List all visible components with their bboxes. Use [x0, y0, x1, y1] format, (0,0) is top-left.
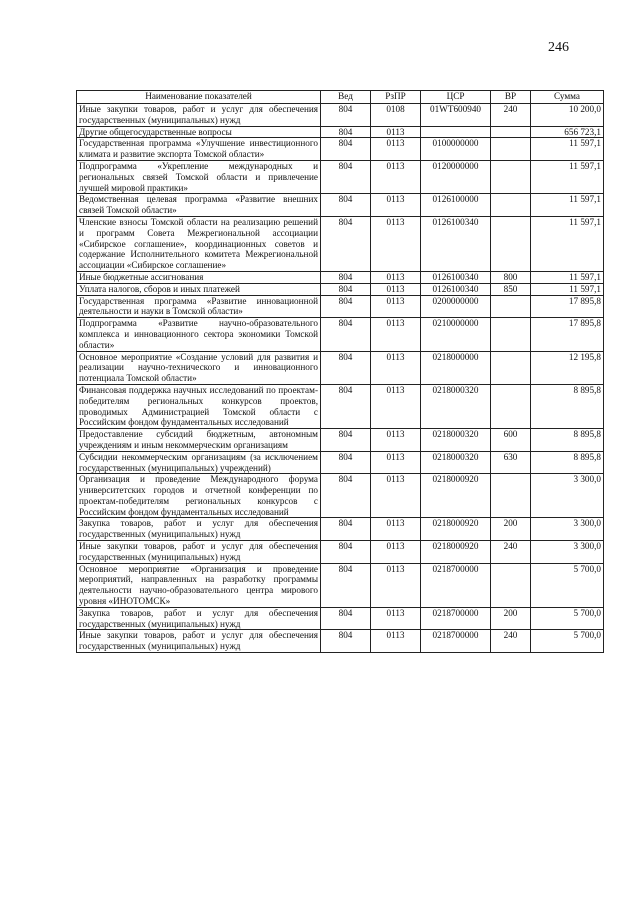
- table-row: [77, 295, 604, 318]
- cell-rzpr: 0113: [371, 160, 421, 193]
- cell-vr: [491, 351, 531, 384]
- cell-sum: 11 597,1: [531, 283, 604, 295]
- cell-vr: [491, 295, 531, 318]
- cell-ved: 804: [321, 318, 371, 351]
- cell-ved: 804: [321, 384, 371, 428]
- cell-ved: 804: [321, 271, 371, 283]
- cell-rzpr: 0113: [371, 474, 421, 518]
- cell-vr: [491, 138, 531, 161]
- cell-csr: 0120000000: [421, 160, 491, 193]
- cell-ved: 804: [321, 451, 371, 474]
- cell-sum: 11 597,1: [531, 271, 604, 283]
- cell-rzpr: 0108: [371, 104, 421, 127]
- cell-name: Подпрограмма «Укрепление международных и региональных связей Томской области и привлечение лучшей мировой практики»: [77, 160, 321, 193]
- cell-vr: [491, 563, 531, 607]
- cell-ved: 804: [321, 518, 371, 541]
- header-csr: ЦСР: [421, 91, 491, 104]
- table-row: [77, 126, 604, 138]
- page-number: 246: [548, 40, 569, 55]
- table-row: [77, 160, 604, 193]
- cell-csr: 0218000920: [421, 474, 491, 518]
- table-row: [77, 283, 604, 295]
- cell-rzpr: 0113: [371, 318, 421, 351]
- cell-name: Иные закупки товаров, работ и услуг для обеспечения государственных (муниципальных) нужд: [77, 541, 321, 564]
- budget-table: [76, 90, 604, 653]
- cell-ved: 804: [321, 295, 371, 318]
- cell-sum: 10 200,0: [531, 104, 604, 127]
- cell-vr: [491, 216, 531, 271]
- table-row: [77, 429, 604, 452]
- cell-name: Финансовая поддержка научных исследований по проектам-победителям региональных конкурсов проектов, проводимых Администрацией Томской области с Российским фондом фундаментальных исследований: [77, 384, 321, 428]
- cell-rzpr: 0113: [371, 216, 421, 271]
- cell-name: Иные закупки товаров, работ и услуг для обеспечения государственных (муниципальных) нужд: [77, 630, 321, 653]
- cell-rzpr: 0113: [371, 384, 421, 428]
- cell-rzpr: 0113: [371, 351, 421, 384]
- cell-name: Иные бюджетные ассигнования: [77, 271, 321, 283]
- cell-csr: 01WT600940: [421, 104, 491, 127]
- cell-csr: 0218000320: [421, 429, 491, 452]
- cell-csr: 0218000000: [421, 351, 491, 384]
- cell-ved: 804: [321, 126, 371, 138]
- header-ved: Вед: [321, 91, 371, 104]
- header-sum: Сумма: [531, 91, 604, 104]
- cell-ved: 804: [321, 216, 371, 271]
- cell-name: Закупка товаров, работ и услуг для обеспечения государственных (муниципальных) нужд: [77, 518, 321, 541]
- cell-vr: 800: [491, 271, 531, 283]
- cell-csr: 0218700000: [421, 563, 491, 607]
- table-row: [77, 271, 604, 283]
- table-row: [77, 607, 604, 630]
- cell-rzpr: 0113: [371, 138, 421, 161]
- cell-sum: 5 700,0: [531, 607, 604, 630]
- cell-sum: 3 300,0: [531, 474, 604, 518]
- cell-ved: 804: [321, 429, 371, 452]
- cell-rzpr: 0113: [371, 607, 421, 630]
- cell-csr: 0210000000: [421, 318, 491, 351]
- table-header-row: [77, 91, 604, 104]
- cell-rzpr: 0113: [371, 541, 421, 564]
- cell-rzpr: 0113: [371, 126, 421, 138]
- cell-sum: 3 300,0: [531, 541, 604, 564]
- cell-name: Государственная программа «Улучшение инвестиционного климата и развитие экспорта Томской области»: [77, 138, 321, 161]
- cell-vr: 240: [491, 104, 531, 127]
- cell-sum: 11 597,1: [531, 160, 604, 193]
- cell-ved: 804: [321, 474, 371, 518]
- cell-sum: 8 895,8: [531, 429, 604, 452]
- cell-ved: 804: [321, 194, 371, 217]
- cell-vr: [491, 318, 531, 351]
- cell-sum: 656 723,1: [531, 126, 604, 138]
- cell-ved: 804: [321, 283, 371, 295]
- cell-name: Членские взносы Томской области на реализацию решений и программ Совета Межрегиональной ассоциации «Сибирское соглашение», координационных советов и содержание Исполнительного комитета Межрегиональной ассоциации «Сибирское соглашение»: [77, 216, 321, 271]
- cell-csr: 0218700000: [421, 630, 491, 653]
- cell-rzpr: 0113: [371, 271, 421, 283]
- cell-name: Другие общегосударственные вопросы: [77, 126, 321, 138]
- cell-sum: 11 597,1: [531, 194, 604, 217]
- cell-vr: 200: [491, 607, 531, 630]
- table-row: [77, 318, 604, 351]
- cell-csr: [421, 126, 491, 138]
- cell-vr: [491, 126, 531, 138]
- cell-csr: 0126100340: [421, 271, 491, 283]
- cell-vr: 600: [491, 429, 531, 452]
- cell-sum: 8 895,8: [531, 451, 604, 474]
- cell-rzpr: 0113: [371, 194, 421, 217]
- cell-ved: 804: [321, 160, 371, 193]
- cell-ved: 804: [321, 351, 371, 384]
- cell-vr: [491, 194, 531, 217]
- cell-ved: 804: [321, 563, 371, 607]
- cell-ved: 804: [321, 630, 371, 653]
- table-row: [77, 451, 604, 474]
- cell-name: Закупка товаров, работ и услуг для обеспечения государственных (муниципальных) нужд: [77, 607, 321, 630]
- table-row: [77, 138, 604, 161]
- cell-vr: [491, 384, 531, 428]
- cell-vr: 240: [491, 541, 531, 564]
- cell-csr: 0218000920: [421, 541, 491, 564]
- cell-name: Подпрограмма «Развитие научно-образовательного комплекса и инновационного сектора экономики Томской области»: [77, 318, 321, 351]
- cell-csr: 0218000320: [421, 451, 491, 474]
- cell-vr: 630: [491, 451, 531, 474]
- cell-rzpr: 0113: [371, 295, 421, 318]
- cell-rzpr: 0113: [371, 518, 421, 541]
- table-row: [77, 630, 604, 653]
- cell-sum: 5 700,0: [531, 563, 604, 607]
- header-name: Наименование показателей: [77, 91, 321, 104]
- table-row: [77, 474, 604, 518]
- table-row: [77, 216, 604, 271]
- cell-sum: 17 895,8: [531, 318, 604, 351]
- cell-rzpr: 0113: [371, 429, 421, 452]
- table-row: [77, 563, 604, 607]
- cell-csr: 0218000320: [421, 384, 491, 428]
- cell-ved: 804: [321, 104, 371, 127]
- cell-ved: 804: [321, 607, 371, 630]
- table-row: [77, 194, 604, 217]
- cell-sum: 8 895,8: [531, 384, 604, 428]
- cell-name: Ведомственная целевая программа «Развитие внешних связей Томской области»: [77, 194, 321, 217]
- cell-name: Субсидии некоммерческим организациям (за исключением государственных (муниципальных) учреждений): [77, 451, 321, 474]
- cell-vr: 850: [491, 283, 531, 295]
- cell-csr: 0218700000: [421, 607, 491, 630]
- cell-sum: 12 195,8: [531, 351, 604, 384]
- cell-sum: 11 597,1: [531, 216, 604, 271]
- cell-ved: 804: [321, 541, 371, 564]
- table-row: [77, 351, 604, 384]
- cell-name: Уплата налогов, сборов и иных платежей: [77, 283, 321, 295]
- header-rzpr: РзПР: [371, 91, 421, 104]
- cell-csr: 0126100340: [421, 283, 491, 295]
- cell-name: Предоставление субсидий бюджетным, автономным учреждениям и иным некоммерческим организациям: [77, 429, 321, 452]
- cell-csr: 0100000000: [421, 138, 491, 161]
- cell-name: Иные закупки товаров, работ и услуг для обеспечения государственных (муниципальных) нужд: [77, 104, 321, 127]
- cell-vr: [491, 160, 531, 193]
- cell-ved: 804: [321, 138, 371, 161]
- cell-rzpr: 0113: [371, 630, 421, 653]
- table-row: [77, 104, 604, 127]
- cell-sum: 17 895,8: [531, 295, 604, 318]
- cell-vr: 240: [491, 630, 531, 653]
- cell-name: Организация и проведение Международного форума университетских городов и отчетной конференции по проектам-победителям региональных конкурсов с Российским фондом фундаментальных исследований: [77, 474, 321, 518]
- cell-csr: 0218000920: [421, 518, 491, 541]
- table-row: [77, 384, 604, 428]
- cell-sum: 11 597,1: [531, 138, 604, 161]
- cell-csr: 0126100000: [421, 194, 491, 217]
- cell-rzpr: 0113: [371, 563, 421, 607]
- cell-vr: [491, 474, 531, 518]
- table-row: [77, 541, 604, 564]
- cell-csr: 0126100340: [421, 216, 491, 271]
- cell-rzpr: 0113: [371, 451, 421, 474]
- cell-csr: 0200000000: [421, 295, 491, 318]
- cell-name: Основное мероприятие «Организация и проведение мероприятий, направленных на разработку программы деятельности научно-образовательного центра мирового уровня «ИНОТОМСК»: [77, 563, 321, 607]
- header-vr: ВР: [491, 91, 531, 104]
- table-row: [77, 518, 604, 541]
- cell-rzpr: 0113: [371, 283, 421, 295]
- cell-vr: 200: [491, 518, 531, 541]
- cell-sum: 3 300,0: [531, 518, 604, 541]
- cell-sum: 5 700,0: [531, 630, 604, 653]
- cell-name: Государственная программа «Развитие инновационной деятельности и науки в Томской области»: [77, 295, 321, 318]
- cell-name: Основное мероприятие «Создание условий для развития и реализации научно-технического и инновационного потенциала Томской области»: [77, 351, 321, 384]
